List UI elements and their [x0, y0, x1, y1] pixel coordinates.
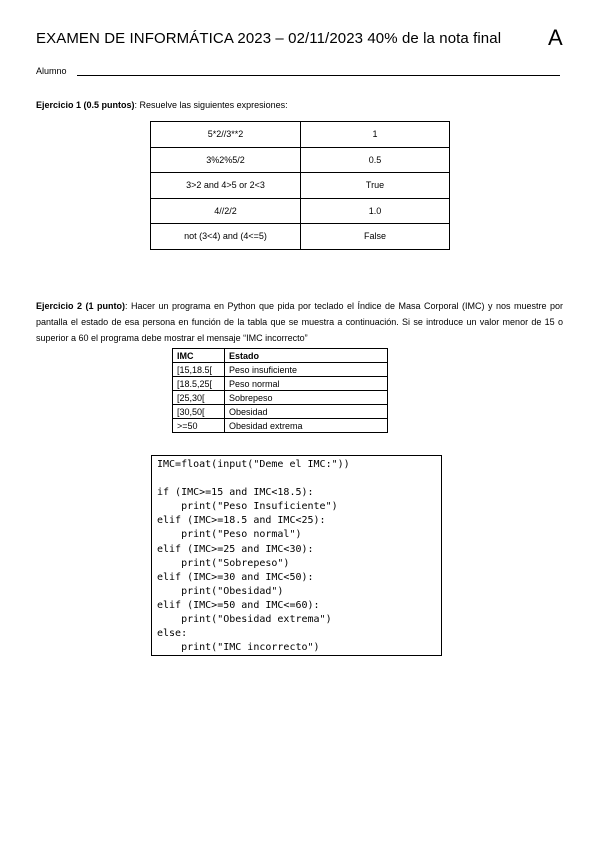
- table-row: [173, 391, 388, 405]
- code-line: elif (IMC>=25 and IMC<30):: [157, 543, 314, 555]
- table-row: [173, 377, 388, 391]
- result-cell: False: [301, 224, 450, 250]
- code-line: print("IMC incorrecto"): [157, 642, 320, 654]
- imc-header: IMC: [173, 349, 225, 363]
- result-cell: True: [301, 173, 450, 199]
- result-cell: 0.5: [301, 147, 450, 173]
- imc-range-cell: [25,30[: [173, 391, 225, 405]
- code-line: IMC=float(input("Deme el IMC:")): [157, 459, 350, 470]
- result-cell: 1: [301, 122, 450, 148]
- expression-cell: 4//2/2: [151, 198, 301, 224]
- code-line: else:: [157, 628, 188, 640]
- table-row: [173, 419, 388, 433]
- table-row: [173, 405, 388, 419]
- code-line: print("Peso normal"): [157, 529, 302, 541]
- table-row: [151, 173, 450, 199]
- imc-state-cell: Obesidad extrema: [225, 419, 388, 433]
- table-row: [151, 122, 450, 148]
- imc-state-cell: Obesidad: [225, 405, 388, 419]
- code-line: print("Obesidad"): [157, 585, 284, 597]
- code-line: [157, 472, 436, 486]
- code-line: print("Peso Insuficiente"): [157, 501, 338, 513]
- table-row: [151, 224, 450, 250]
- expression-cell: 3>2 and 4>5 or 2<3: [151, 173, 301, 199]
- exam-version-letter: A: [548, 25, 563, 50]
- imc-state-cell: Sobrepeso: [225, 391, 388, 405]
- table-header-row: [173, 349, 388, 363]
- imc-state-cell: Peso normal: [225, 377, 388, 391]
- code-line: print("Sobrepeso"): [157, 557, 290, 569]
- table-row: [173, 363, 388, 377]
- code-line: if (IMC>=15 and IMC<18.5):: [157, 487, 314, 499]
- exam-title: EXAMEN DE INFORMÁTICA 2023 – 02/11/2023 40% de la nota final: [36, 30, 502, 47]
- imc-range-cell: [30,50[: [173, 405, 225, 419]
- expression-cell: not (3<4) and (4<=5): [151, 224, 301, 250]
- exercise2-statement: [36, 298, 563, 346]
- expression-cell: 3%2%5/2: [151, 147, 301, 173]
- table-row: [151, 198, 450, 224]
- exercise2-text: : Hacer un programa en Python que pida por teclado el Índice de Masa Corporal (IMC) y nos muestre por pantalla el estado de esa persona en función de la tabla que se muestra a continuación. Si se introduce un valor menor de 15 o superior a 60 el programa debe mostrar el mensaje “IMC incorrecto”: [36, 301, 563, 343]
- exercise1-table: [150, 121, 450, 250]
- imc-state-cell: Peso insuficiente: [225, 363, 388, 377]
- imc-table: [172, 348, 388, 433]
- code-line: elif (IMC>=30 and IMC<50):: [157, 571, 314, 583]
- exercise1-heading: [36, 100, 288, 110]
- student-label: Alumno: [36, 66, 67, 76]
- exercise2-label: Ejercicio 2 (1 punto): [36, 301, 125, 311]
- imc-range-cell: [15,18.5[: [173, 363, 225, 377]
- result-cell: 1.0: [301, 198, 450, 224]
- exercise1-text: : Resuelve las siguientes expresiones:: [134, 100, 288, 110]
- imc-range-cell: [18.5,25[: [173, 377, 225, 391]
- expression-cell: 5*2//3**2: [151, 122, 301, 148]
- code-solution-box: [151, 455, 442, 656]
- estado-header: Estado: [225, 349, 388, 363]
- table-row: [151, 147, 450, 173]
- code-line: elif (IMC>=50 and IMC<=60):: [157, 599, 320, 611]
- code-line: print("Obesidad extrema"): [157, 614, 332, 626]
- exercise1-label: Ejercicio 1 (0.5 puntos): [36, 100, 135, 110]
- imc-range-cell: >=50: [173, 419, 225, 433]
- code-line: elif (IMC>=18.5 and IMC<25):: [157, 515, 326, 527]
- student-name-line: [77, 75, 560, 76]
